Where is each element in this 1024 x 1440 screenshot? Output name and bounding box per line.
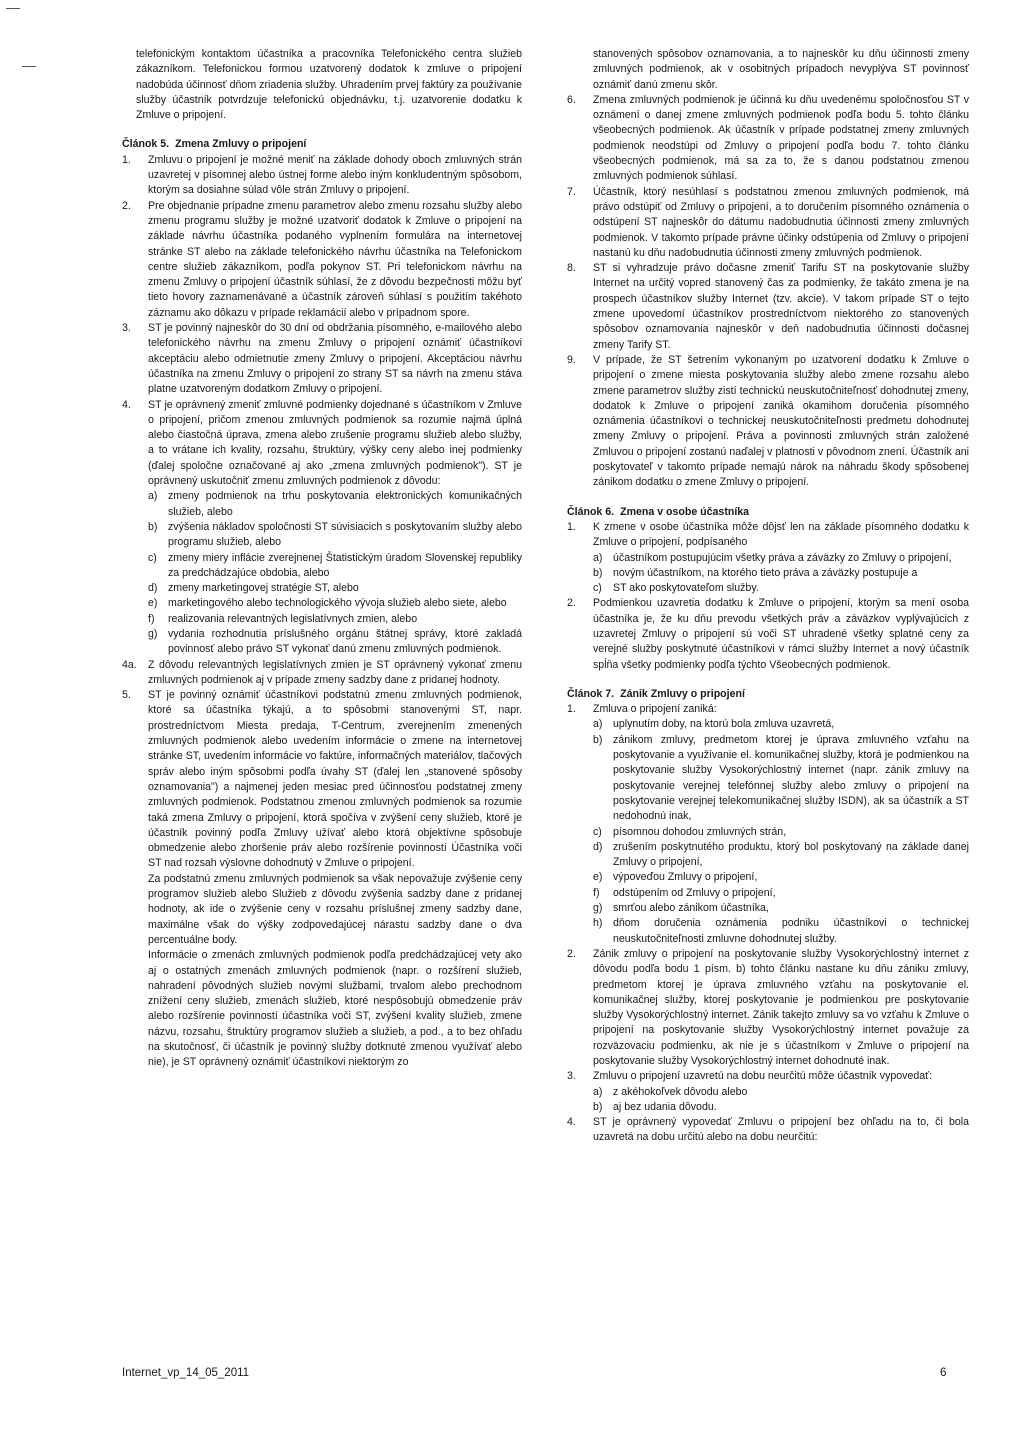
clause-text: ST si vyhradzuje právo dočasne zmeniť Tarifu ST na poskytovanie služby Internet na určitý vopred stanovený čas za podmienky, že takáto zmena je na prospech účastníkov služby Internet (tzv. akcie). V takom prípade ST o tejto zmene upovedomí účastníkov prostredníctvom niektorého zo stanovených spôsobov oznamovania najneskôr v deň nadobudnutia účinnosti dočasnej zmeny Tarify ST.: [593, 262, 969, 351]
clause-number: 2.: [122, 199, 131, 212]
sub-clause: d) zmeny marketingovej stratégie ST, alebo: [148, 582, 359, 595]
clause-5-4a: [122, 658, 522, 689]
continued-paragraph: stanovených spôsobov oznamovania, a to najneskôr ku dňu účinnosti zmeny zmluvných podmienok, ak v osobitných prípadoch nevyplýva ST povinnosť oznámiť danú zmenu skôr.: [593, 48, 969, 91]
sub-clause: a) zmeny podmienok na trhu poskytovania elektronických komunikačných služieb, alebo: [148, 490, 522, 518]
continued-paragraph: telefonickým kontaktom účastníka a pracovníka Telefonického centra služieb zákazníkom. Telefonickou formou uzatvorený dodatok k zmluve o pripojení nadobúda účinnosť dňom zriadenia služby. Uhradením prvej faktúry za používanie služby účastník potvrdzuje telefonickú objednávku, t.j. uzatvorenie dodatku k Zmluve o pripojení.: [136, 48, 522, 122]
sub-clause: a) uplynutím doby, na ktorú bola zmluva uzavretá,: [593, 718, 835, 731]
clause-5-6: [567, 93, 969, 185]
sub-clause: a) účastníkom postupujúcim všetky práva a záväzky zo Zmluvy o pripojení,: [593, 551, 952, 564]
sub-clause: h) dňom doručenia oznámenia podniku účastníkovi o technickej neuskutočniteľnosti zmluvne dohodnutej služby.: [593, 917, 969, 945]
article-6-heading: [567, 505, 969, 520]
clause-5-5: [122, 688, 522, 872]
article-title: Zmena v osobe účastníka: [620, 505, 750, 518]
clause-text: Zmluvu o pripojení uzavretú na dobu neurčitú môže účastník vypovedať:: [593, 1070, 933, 1083]
sub-clause: b) zvýšenia nákladov spoločnosti ST súvisiacich s poskytovaním služby alebo programu služieb, alebo: [148, 520, 522, 549]
clause-6-1: [567, 520, 969, 551]
sub-clause: c) zmeny miery inflácie zverejnenej Štatistickým úradom Slovenskej republiky za predchádzajúce obdobia, alebo: [148, 551, 522, 579]
article-number: Článok 7.: [567, 687, 615, 700]
clause-number: 8.: [567, 262, 576, 275]
clause-number: 9.: [567, 353, 576, 366]
clause-text: ST je povinný najneskôr do 30 dní od obdržania písomného, e-mailového alebo telefonického návrhu na zmenu Zmluvy o pripojení oznámiť účastníkovi akceptáciu alebo odmietnutie zmeny Zmluvy o pripojení. Akceptáciou návrhu účastníka na zmenu Zmluvy o pripojení zo strany ST sa návrh na zmenu stáva platne uzatvoreným dodatkom Zmluvy o pripojení.: [148, 322, 522, 396]
document-id: Internet_vp_14_05_2011: [122, 1367, 250, 1379]
clause-text: Účastník, ktorý nesúhlasí s podstatnou zmenou zmluvných podmienok, má právo odstúpiť od Zmluvy o pripojení, a to doručením písomného oznámenia o odstúpení ST najneskôr do dátumu nadobudnutia účinnosti zmeny zmluvných podmienok. V takomto prípade právne účinky odstúpenia od Zmluvy o pripojení nastanú ku dňu nadobudnutia účinnosti zmeny zmluvných podmienok.: [593, 185, 969, 259]
clause-number: 4.: [122, 398, 131, 411]
clause-5-2: [122, 199, 522, 321]
clause-text: Podmienkou uzavretia dodatku k Zmluve o pripojení, ktorým sa mení osoba účastníka je, že ku dňu prevodu všetkých práv a záväzkov vyplývajúcich z uzavretej Zmluvy o pripojení sú voči ST uhradené všetky splatné ceny za verejné služby poskytnuté účastníkovi v rámci služby Internet a nový účastník spĺňa všetky podmienky podľa týchto Všeobecných podmienok.: [593, 597, 969, 671]
clause-number: 7.: [567, 185, 576, 198]
clause-number: 5.: [122, 689, 131, 702]
sub-clause: f) realizovania relevantných legislatívnych zmien, alebo: [148, 612, 418, 625]
clause-5-8: [567, 261, 969, 353]
clause-text: K zmene v osobe účastníka môže dôjsť len na základe písomného dodatku k Zmluve o pripojení, podpísaného: [593, 520, 969, 549]
sub-clause: g) smrťou alebo zánikom účastníka,: [593, 902, 769, 915]
clause-5-4: [122, 398, 522, 490]
clause-text: ST je oprávnený zmeniť zmluvné podmienky dojednané s účastníkom v Zmluve o pripojení, pričom zmenou zmluvných podmienok sa rozumie najmä úplná alebo čiastočná úprava, zmena alebo zrušenie programu služieb alebo služby, a to vrátane ich kvality, rozsahu, štruktúry, výšky ceny alebo inej podmienky (ďalej spoločne označované aj ako „zmena zmluvných podmienok"). ST je oprávnený uskutočniť zmenu zmluvných podmienok z dôvodu:: [148, 398, 522, 488]
sub-clause: c) ST ako poskytovateľom služby.: [593, 582, 759, 595]
clause-number: 6.: [567, 93, 576, 106]
clause-number: 1.: [567, 520, 576, 533]
article-5-heading: [122, 137, 522, 152]
sub-clause: d) zrušením poskytnutého produktu, ktorý bol poskytovaný na základe danej Zmluvy o pripojení,: [593, 840, 969, 869]
article-number: Článok 6.: [567, 505, 615, 518]
sub-clause: g) vydania rozhodnutia príslušného orgánu štátnej správy, ktoré zakladá povinnosť alebo právo ST vykonať danú zmenu zmluvných podmienok.: [148, 627, 522, 656]
sub-clause: b) aj bez udania dôvodu.: [593, 1100, 717, 1113]
clause-text: Zánik zmluvy o pripojení na poskytovanie služby Vysokorýchlostný internet z dôvodu podľa bodu 1 písm. b) tohto článku nastane ku dňu zániku zmluvy, predmetom ktorej je úprava zmluvného vzťahu na poskytovanie el. komunikačnej služby, ktorej poskytovanie je podmienkou pre poskytovanie služby Vysokorýchlostný internet. Zánik takejto zmluvy sa vo vzťahu k Zmluve o pripojení na poskytovanie služby Vysokorýchlostný internet považuje za rozväzovaciu podmienku, ak nie je s účastníkom v Zmluve o pripojení na poskytovanie služby Vysokorýchlostný internet dohodnuté inak.: [593, 947, 969, 1067]
sub-clause: b) zánikom zmluvy, predmetom ktorej je úprava zmluvného vzťahu na poskytovanie a využívanie el. komunikačnej služby, ktorá je podmienkou na poskytovanie služby Vysokorýchlostný internet (napr. zánik zmluvy na poskytovanie verejnej telefónnej služby alebo zmluvy o pripojení na poskytovanie verejnej telekomunikačnej služby ISDN), ak sa účastník a ST nedohodnú inak,: [593, 733, 969, 823]
clause-6-2: [567, 596, 969, 672]
clause-5-5-continued: Informácie o zmenách zmluvných podmienok podľa predchádzajúcej vety ako aj o ostatných zmenách zmluvných podmienok (napr. o rozšírení služieb, nahradení pôvodných služieb novými službami, trvalom alebo prechodnom znížení ceny služieb, zmenách služieb, ktoré nespôsobujú obmedzenie práv alebo rozšírenie povinností účastníka voči ST, zvýšení kvality služieb, zmene názvu, rozsahu, štruktúry programov služieb a služieb, a pod., a to bez ohľadu na skutočnosť, či účastník je povinný služby dotknuté zmenou využívať alebo nie), je ST oprávnený oznámiť účastníkovi niektorým zo: [148, 949, 522, 1069]
clause-text: Zmena zmluvných podmienok je účinná ku dňu uvedenému spoločnosťou ST v oznámení o danej zmene zmluvných podmienok podľa bodu 5. tohto článku všeobecných podmienok. Ak účastník v prípade podstatnej zmeny zmluvných podmienok neodstúpi od Zmluvy o pripojení podľa bodu 7. tohto článku všeobecných podmienok, má sa za to, že s danou podstatnou zmenou zmluvných podmienok súhlasí.: [593, 93, 969, 183]
sub-clause: b) novým účastníkom, na ktorého tieto práva a záväzky postupuje a: [593, 566, 918, 579]
clause-text: Zmluva o pripojení zaniká:: [593, 703, 717, 716]
article-number: Článok 5.: [122, 138, 170, 151]
clause-number: 1.: [567, 703, 576, 716]
article-title: Zánik Zmluvy o pripojení: [620, 687, 745, 700]
clause-5-9: [567, 353, 969, 491]
clause-text: Zmluvu o pripojení je možné meniť na základe dohody oboch zmluvných strán uzavretej v písomnej alebo ústnej forme alebo iným konkludentným spôsobom, ktorým sa dosiahne súlad vôle strán Zmluvy o pripojení.: [148, 153, 522, 197]
clause-5-5-continued: Za podstatnú zmenu zmluvných podmienok sa však nepovažuje zvýšenie ceny programov služieb alebo Služieb z dôvodu zvýšenia sadzby dane z pridanej hodnoty, ak ide o zvýšenie ceny v rozsahu príslušnej zmeny sadzby dane, maximálne však do výšky zodpovedajúcej nárastu sadzby dane o dva percentuálne body.: [148, 872, 522, 946]
clause-number: 1.: [122, 153, 131, 166]
sub-clause: f) odstúpením od Zmluvy o pripojení,: [593, 886, 776, 899]
clause-number: 2.: [567, 597, 576, 610]
clause-text: V prípade, že ST šetrením vykonaným po uzatvorení dodatku k Zmluve o pripojení o zmene miesta poskytovania služby alebo zmene rozsahu alebo zmene parametrov služby zistí technickú neuskutočniteľnosť dohodnutej zmeny, dodatok k Zmluve o pripojení zaniká okamihom doručenia písomného oznámenia účastníkovi o technickej neuskutočniteľnosti predmetu dohodnutej zmeny Zmluvy o pripojení. Práva a povinnosti zmluvných strán založené Zmluvou o pripojení zostanú naďalej v platnosti v pôvodnom znení. Účastník ani poskytovateľ v takomto prípade nemajú nárok na náhradu škody spôsobenej zánikom dodatku o zmene Zmluvy o pripojení.: [593, 353, 969, 489]
left-column: [122, 47, 522, 1071]
page-number: 6: [940, 1367, 947, 1379]
sub-clause: e) marketingového alebo technologického vývoja služieb alebo siete, alebo: [148, 597, 507, 610]
clause-text: ST je oprávnený vypovedať Zmluvu o pripojení bez ohľadu na to, či bola uzavretá na dobu určitú alebo na dobu neurčitú:: [593, 1116, 969, 1144]
right-column: [567, 47, 969, 1146]
clause-number: 2.: [567, 947, 576, 960]
clause-7-1: [567, 702, 969, 717]
scan-edge-mark: [6, 8, 20, 9]
clause-number: 3.: [122, 322, 131, 335]
clause-5-3: [122, 321, 522, 397]
clause-7-2: [567, 947, 969, 1069]
clause-text: Z dôvodu relevantných legislatívnych zmien je ST oprávnený vykonať zmenu zmluvných podmienok aj v prípade zmeny sadzby dane z pridanej hodnoty.: [148, 658, 522, 686]
clause-number: 3.: [567, 1070, 576, 1083]
clause-5-1: [122, 153, 522, 199]
sub-clause: a) z akéhokoľvek dôvodu alebo: [593, 1085, 748, 1098]
scan-edge-mark: [22, 66, 36, 67]
article-7-heading: [567, 687, 969, 702]
clause-number: 4a.: [122, 658, 137, 671]
clause-7-3: [567, 1069, 969, 1084]
sub-clause: c) písomnou dohodou zmluvných strán,: [593, 825, 787, 838]
clause-text: ST je povinný oznámiť účastníkovi podstatnú zmenu zmluvných podmienok, ktoré sa účastníka týkajú, a to spôsobmi stanovenými ST, napr. prostredníctvom Miesta predaja, T-Centrum, zverejnením zmenených zmluvných podmienok alebo uvedením informácie o zmene na internetovej stránke ST, uvedením informácie vo faktúre, informačných materiálov, tlačových správ alebo iným spôsobmi podľa úvahy ST (ďalej len „stanovené spôsoby oznamovania") a najmenej jeden mesiac pred účinnosťou podstatnej zmeny zmluvných podmienok. Podstatnou zmenou zmluvných podmienok sa rozumie taká zmena Zmluvy o pripojení, ktorá spočíva v zvýšení ceny služieb, ktoré je účastník povinný podľa Zmluvy užívať alebo ktorá objektívne spôsobuje obmedzenie alebo zhoršenie práv alebo rozšírenie povinností Účastníka voči ST nad rozsah výslovne dohodnutý v Zmluve o pripojení.: [148, 689, 522, 870]
clause-number: 4.: [567, 1116, 576, 1129]
clause-5-7: [567, 185, 969, 261]
sub-clause: e) výpoveďou Zmluvy o pripojení,: [593, 871, 758, 884]
article-title: Zmena Zmluvy o pripojení: [175, 138, 307, 151]
clause-text: Pre objednanie prípadne zmenu parametrov alebo zmenu rozsahu služby alebo zmenu programu služby je možné uzatvoriť dodatok k Zmluve o pripojení na základe návrhu účastníka podaného vyplnením formulára na internetovej stránke ST alebo na základe telefonického návrhu účastníka na Telefonickom centre služieb zákazníkom, podľa pokynov ST. Pri telefonickom návrhu na zmenu Zmluvy o pripojení účastník súhlasí, že z dôvodu bezpečnosti môžu byť tieto hovory zaznamenávané a účastník zároveň súhlasí s použitím takéhoto záznamu ako dôkazu v prípade reklamácií alebo v prípadnom spore.: [148, 199, 522, 319]
clause-7-4: [567, 1115, 969, 1146]
